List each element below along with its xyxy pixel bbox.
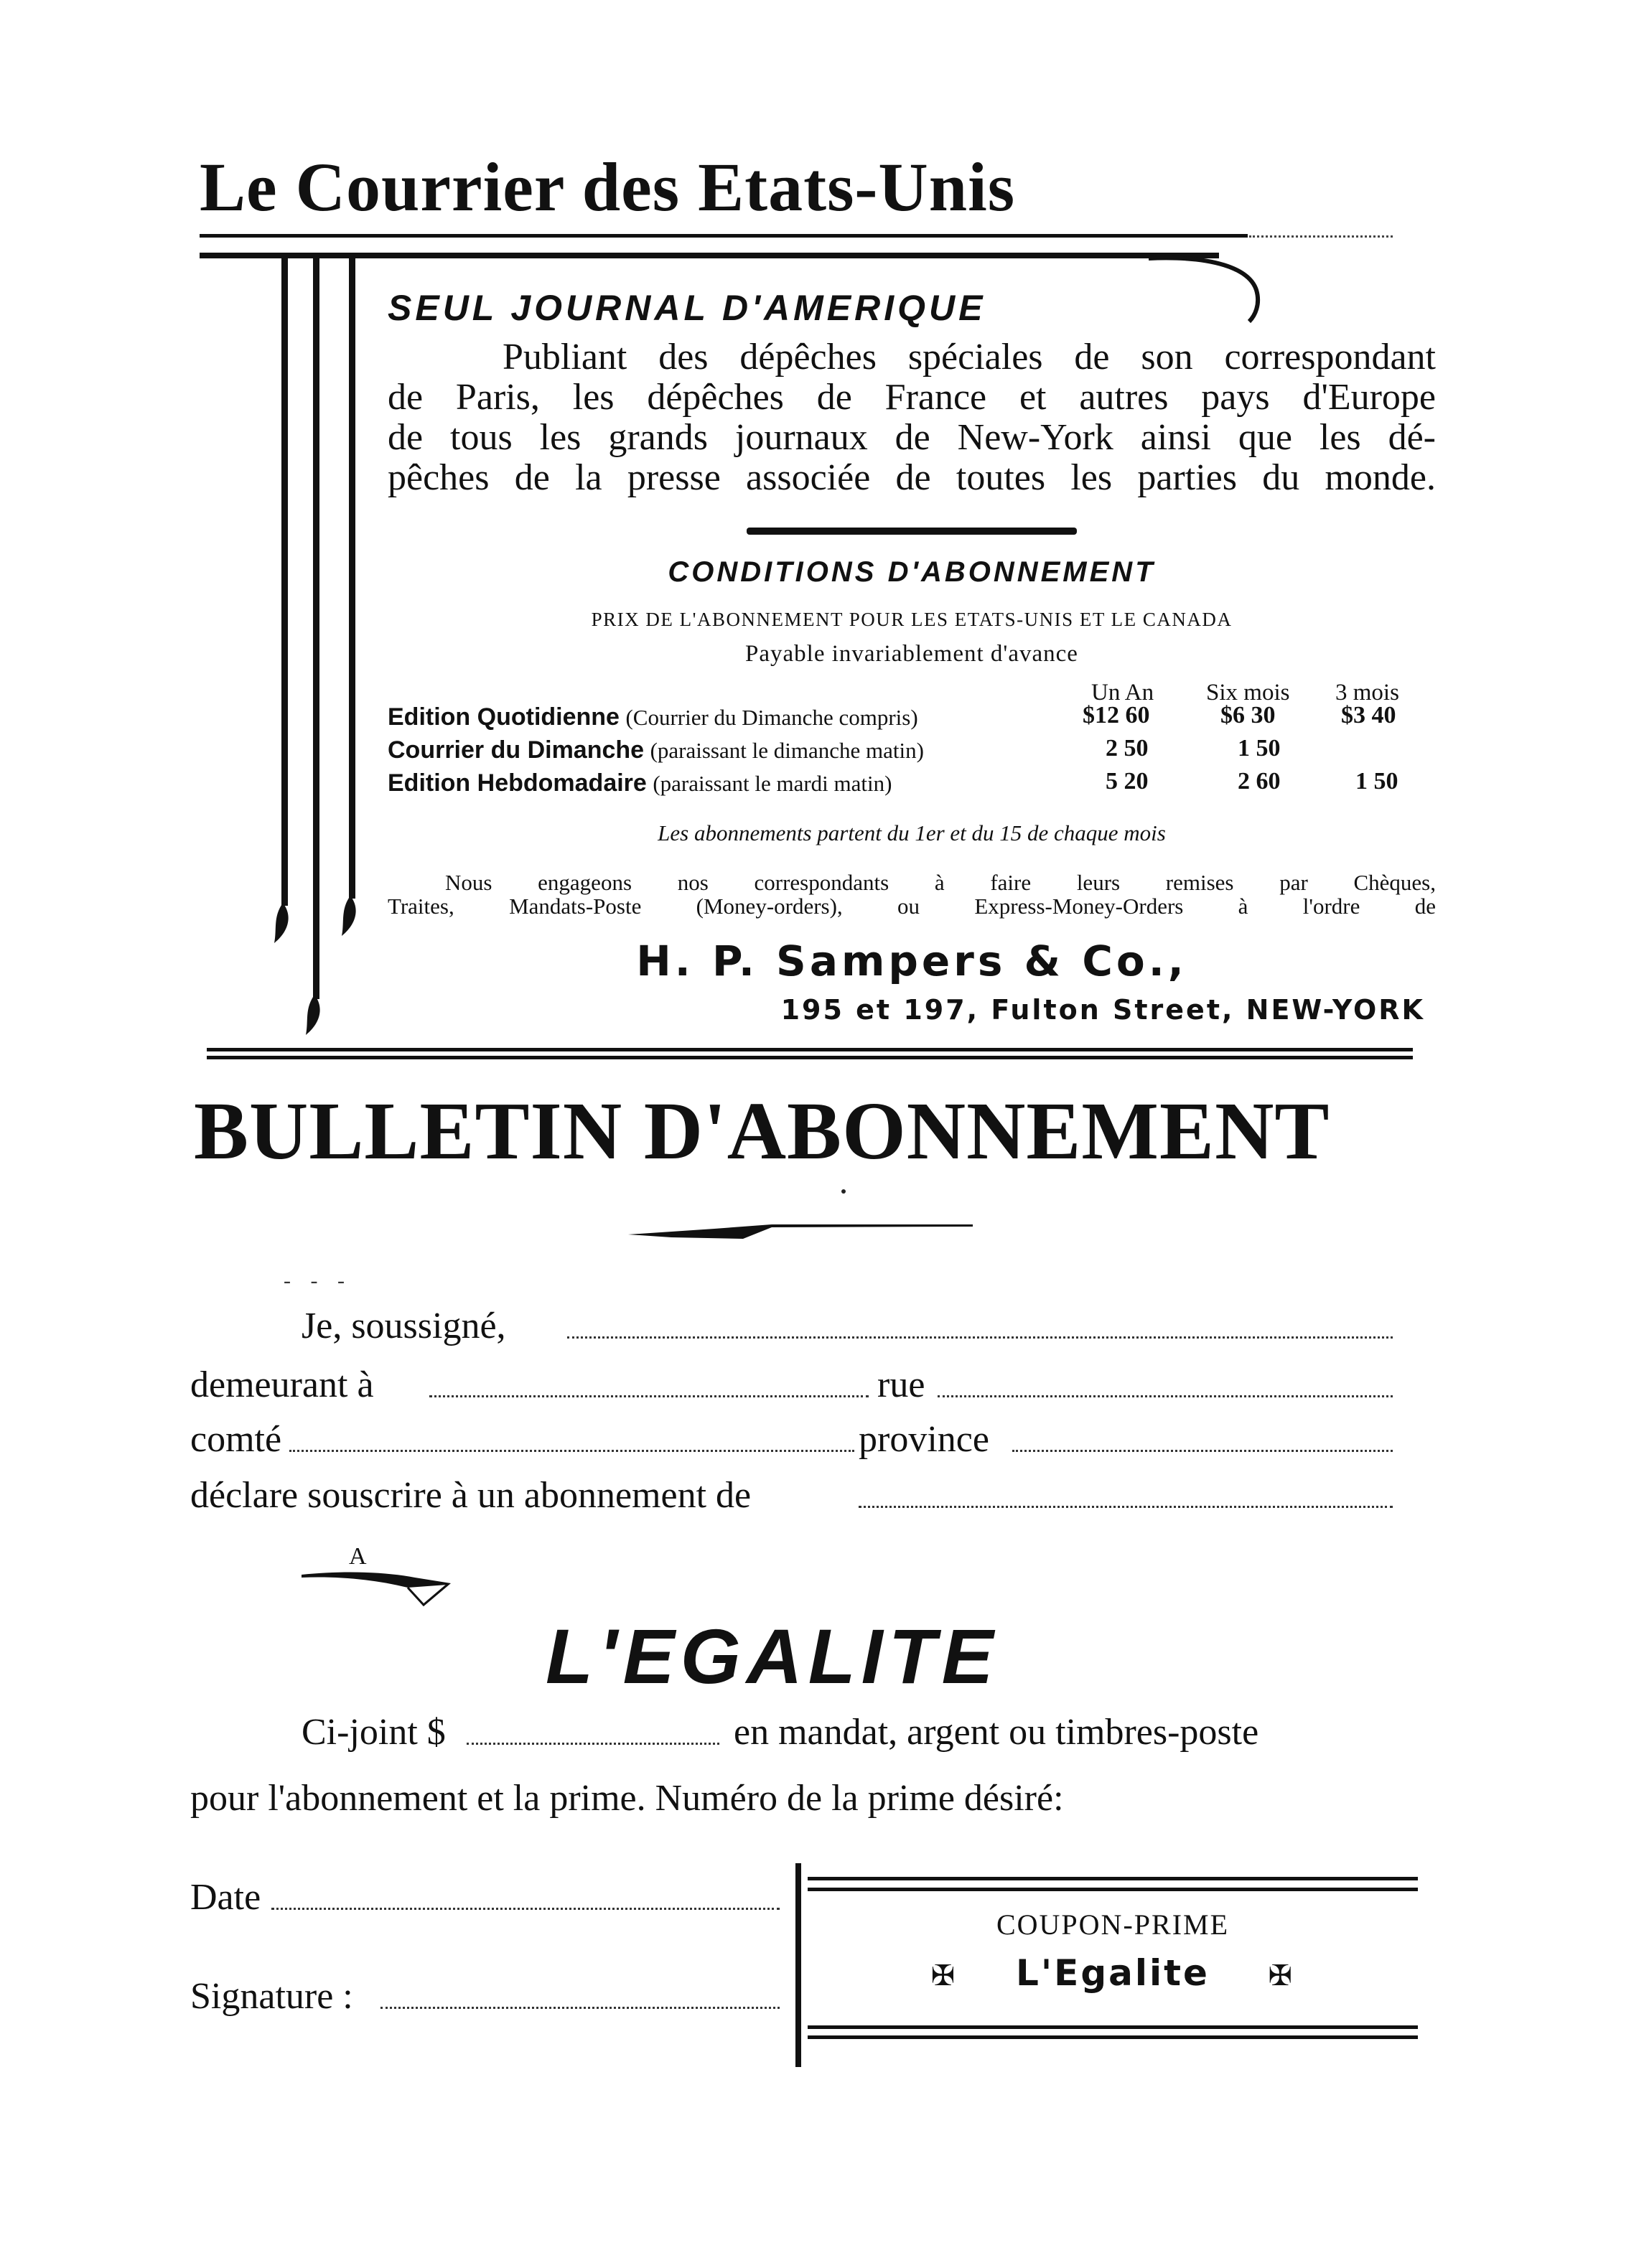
conditions-heading: CONDITIONS D'ABONNEMENT	[668, 556, 1156, 588]
prix-line: PRIX DE L'ABONNEMENT POUR LES ETATS-UNIS ET LE CANADA	[591, 609, 1233, 630]
speck	[841, 1189, 846, 1194]
payment-note-line: Traites, Mandats-Poste (Money-orders), ou Express-Money-Orders à l'ordre de	[388, 894, 1436, 919]
coupon-top-rule	[808, 1877, 1418, 1880]
ornament-tip-3	[299, 995, 327, 1038]
price-un-an: $12 60	[1083, 702, 1150, 728]
demeurant-field[interactable]	[429, 1395, 869, 1397]
date-label: Date	[190, 1877, 261, 1918]
cijoint-label: Ci-joint $	[302, 1712, 446, 1753]
start-note: Les abonnements partent du 1er et du 15 de chaque mois	[658, 820, 1166, 845]
ornament-tip-2	[335, 896, 363, 939]
cross-left-icon: ✠	[930, 1959, 958, 1992]
province-field[interactable]	[1012, 1450, 1393, 1452]
company-address: 195 et 197, Fulton Street, NEW-YORK	[780, 994, 1425, 1026]
coupon-name-row	[808, 1952, 1418, 1994]
title-underline	[200, 234, 1248, 238]
description-line: pêches de la presse associée de toutes les parties du monde.	[388, 457, 1436, 498]
abonnement-field[interactable]	[859, 1506, 1393, 1508]
payable-line: Payable invariablement d'avance	[745, 641, 1078, 667]
edition-note: (paraissant le dimanche matin)	[650, 738, 924, 763]
field-label-rue: rue	[877, 1364, 925, 1405]
edition-name: Edition Quotidienne	[388, 703, 620, 731]
price-six-mois: 1 50	[1238, 735, 1281, 762]
comte-field[interactable]	[289, 1450, 854, 1452]
table-row	[388, 736, 924, 764]
table-row	[388, 703, 918, 731]
price-six-mois: 2 60	[1238, 768, 1281, 795]
double-rule-top	[207, 1048, 1413, 1064]
price-trois-mois: $3 40	[1341, 702, 1396, 728]
column-header-six-mois: Six mois	[1206, 680, 1290, 706]
payment-note-line: Nous engageons nos correspondants à faire leurs remises par Chèques,	[445, 870, 1436, 895]
description-line: de tous les grands journaux de New-York ainsi que les dé-	[388, 417, 1436, 458]
price-un-an: 5 20	[1106, 768, 1149, 795]
dash-marks: - - -	[284, 1269, 352, 1293]
field-label-province: province	[859, 1419, 989, 1460]
tagline: SEUL JOURNAL D'AMERIQUE	[388, 288, 986, 328]
ornament-tip-1	[267, 903, 296, 946]
rue-field[interactable]	[938, 1395, 1393, 1397]
coupon-separator	[795, 1863, 801, 2067]
description-line: de Paris, les dépêches de France et autres pays d'Europe	[388, 377, 1436, 418]
bulletin-heading: BULLETIN D'ABONNEMENT	[194, 1085, 1330, 1176]
masthead-title: Le Courrier des Etats-Unis	[200, 149, 1016, 225]
field-label-demeurant: demeurant à	[190, 1364, 374, 1405]
amount-field[interactable]	[467, 1743, 719, 1745]
cijoint-suffix: en mandat, argent ou timbres-poste	[734, 1712, 1259, 1753]
coupon-bottom-rule	[808, 2025, 1418, 2029]
field-label-comte: comté	[190, 1419, 282, 1460]
title-dotted-tail	[1249, 235, 1393, 238]
frame-curl-ornament	[1149, 247, 1264, 326]
edition-name: Courrier du Dimanche	[388, 736, 645, 764]
company-name: H. P. Sampers & Co.,	[636, 937, 1187, 985]
prime-line: pour l'abonnement et la prime. Numéro de la prime désiré:	[190, 1778, 1064, 1819]
field-label-soussigne: Je, soussigné,	[302, 1306, 506, 1346]
signature-field[interactable]	[380, 2007, 780, 2009]
description-paragraph	[388, 337, 1436, 498]
coupon-title: COUPON-PRIME	[996, 1908, 1230, 1941]
feather-ornament	[300, 1569, 458, 1609]
table-row	[388, 769, 892, 797]
signature-label: Signature :	[190, 1976, 353, 2017]
column-header-trois-mois: 3 mois	[1335, 680, 1399, 706]
ornament-bar-3	[349, 253, 355, 899]
spear-ornament	[628, 1220, 973, 1246]
publication-title: L'EGALITE	[546, 1613, 999, 1700]
edition-note: (paraissant le mardi matin)	[653, 771, 892, 796]
ornament-bar-1	[281, 253, 288, 906]
ornament-bar-2	[313, 253, 319, 999]
price-un-an: 2 50	[1106, 735, 1149, 762]
cross-right-icon: ✠	[1268, 1959, 1295, 1992]
payment-note	[388, 871, 1436, 918]
a-label: A	[349, 1543, 367, 1570]
description-line: Publiant des dépêches spéciales de son correspondant	[503, 337, 1436, 378]
coupon-name: L'Egalite	[1016, 1952, 1210, 1994]
coupon-bottom-rule-2	[808, 2035, 1418, 2039]
column-header-un-an: Un An	[1091, 680, 1154, 706]
edition-note: (Courrier du Dimanche compris)	[625, 705, 918, 730]
date-field[interactable]	[271, 1908, 780, 1910]
price-trois-mois: 1 50	[1355, 768, 1398, 795]
soussigne-field[interactable]	[567, 1336, 1393, 1339]
price-six-mois: $6 30	[1220, 702, 1276, 728]
field-label-declare: déclare souscrire à un abonnement de	[190, 1475, 752, 1516]
section-divider	[747, 528, 1077, 535]
coupon-top-rule-2	[808, 1888, 1418, 1891]
edition-name: Edition Hebdomadaire	[388, 769, 647, 797]
